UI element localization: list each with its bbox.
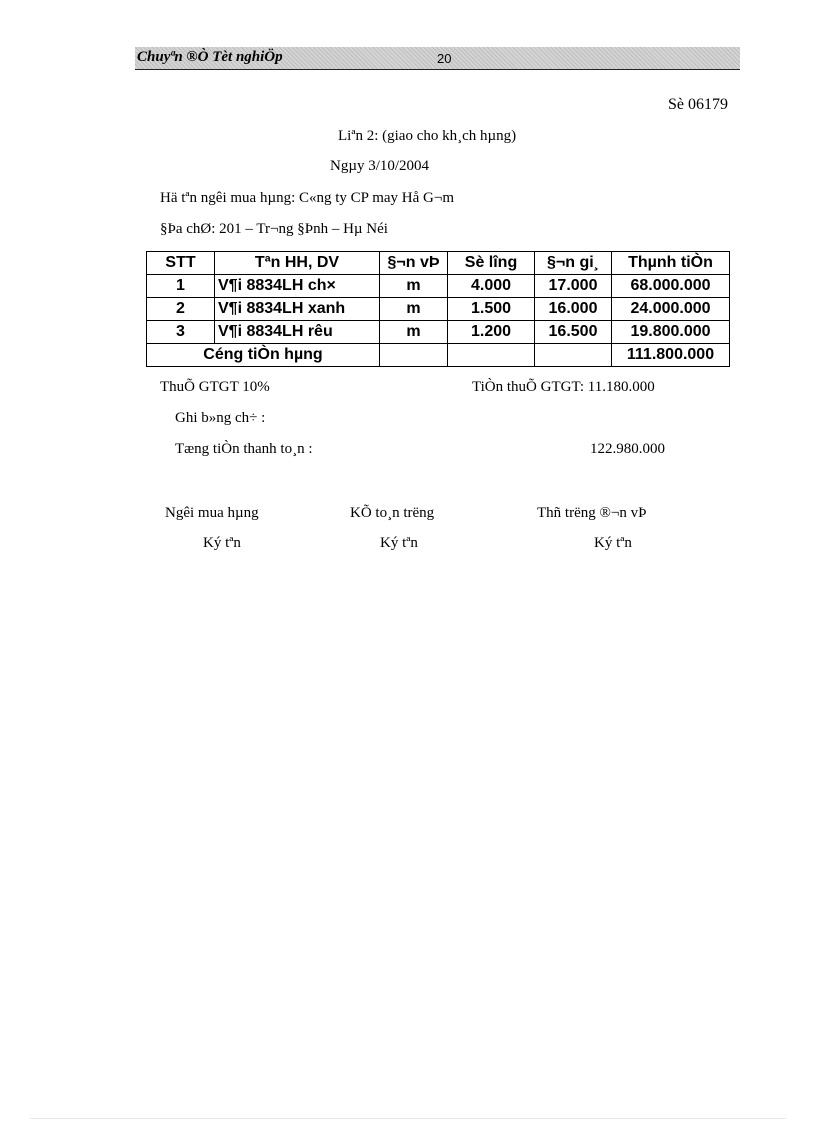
table-cell: 16.000	[535, 298, 612, 321]
signature-note-buyer: Ký tªn	[203, 535, 241, 551]
header-page-number: 20	[437, 51, 452, 66]
table-cell: 4.000	[448, 275, 535, 298]
table-cell-empty	[448, 344, 535, 367]
table-row	[147, 321, 730, 344]
table-cell: 2	[147, 298, 215, 321]
table-cell: 19.800.000	[612, 321, 730, 344]
table-header-row	[147, 252, 730, 275]
table-cell: 24.000.000	[612, 298, 730, 321]
column-header: §¬n vÞ	[380, 252, 448, 275]
signature-role-buyer: Ngêi mua hµng	[165, 505, 259, 521]
amount-in-words-label: Ghi b»ng ch÷ :	[175, 410, 266, 426]
column-header: STT	[147, 252, 215, 275]
invoice-date: Ngµy 3/10/2004	[330, 158, 430, 174]
table-cell: 16.500	[535, 321, 612, 344]
buyer-line: Hä tªn ngêi mua hµng: C«ng ty CP may Hå G¬m	[160, 190, 454, 206]
tax-amount: TiÒn thuÕ GTGT: 11.180.000	[472, 379, 655, 395]
signature-note-director: Ký tªn	[594, 535, 632, 551]
signature-role-accountant: KÕ to¸n trëng	[350, 505, 435, 521]
table-cell-empty	[380, 344, 448, 367]
table-cell: m	[380, 321, 448, 344]
signature-role-director: Thñ trëng ®¬n vÞ	[537, 505, 647, 521]
running-header	[135, 47, 740, 70]
table-cell: m	[380, 298, 448, 321]
page-bottom-rule	[30, 1118, 786, 1119]
table-cell-empty	[535, 344, 612, 367]
table-row	[147, 298, 730, 321]
copy-line: Liªn 2: (giao cho kh¸ch hµng)	[338, 128, 517, 144]
grand-total-value: 122.980.000	[590, 441, 665, 457]
address-line: §Þa chØ: 201 – Tr¬ng §Þnh – Hµ Néi	[160, 221, 388, 237]
table-cell: 68.000.000	[612, 275, 730, 298]
table-cell: 1.500	[448, 298, 535, 321]
table-cell: V¶i 8834LH rêu	[215, 321, 380, 344]
signature-note-accountant: Ký tªn	[380, 535, 418, 551]
total-label: Céng tiÒn hµng	[147, 344, 380, 367]
table-total-row	[147, 344, 730, 367]
invoice-table	[146, 251, 730, 367]
table-cell: m	[380, 275, 448, 298]
header-title: Chuyªn ®Ò Tèt nghiÖp	[137, 49, 283, 65]
column-header: Tªn HH, DV	[215, 252, 380, 275]
column-header: §¬n gi¸	[535, 252, 612, 275]
table-cell: V¶i 8834LH xanh	[215, 298, 380, 321]
column-header: Thµnh tiÒn	[612, 252, 730, 275]
grand-total-label: Tæng tiÒn thanh to¸n :	[175, 441, 313, 457]
column-header: Sè lîng	[448, 252, 535, 275]
table-cell: 1	[147, 275, 215, 298]
tax-rate: ThuÕ GTGT 10%	[160, 379, 270, 395]
invoice-number: Sè 06179	[668, 96, 728, 113]
table-cell: 17.000	[535, 275, 612, 298]
table-cell: 1.200	[448, 321, 535, 344]
total-value: 111.800.000	[612, 344, 730, 367]
table-cell: 3	[147, 321, 215, 344]
table-cell: V¶i 8834LH ch×	[215, 275, 380, 298]
table-row	[147, 275, 730, 298]
